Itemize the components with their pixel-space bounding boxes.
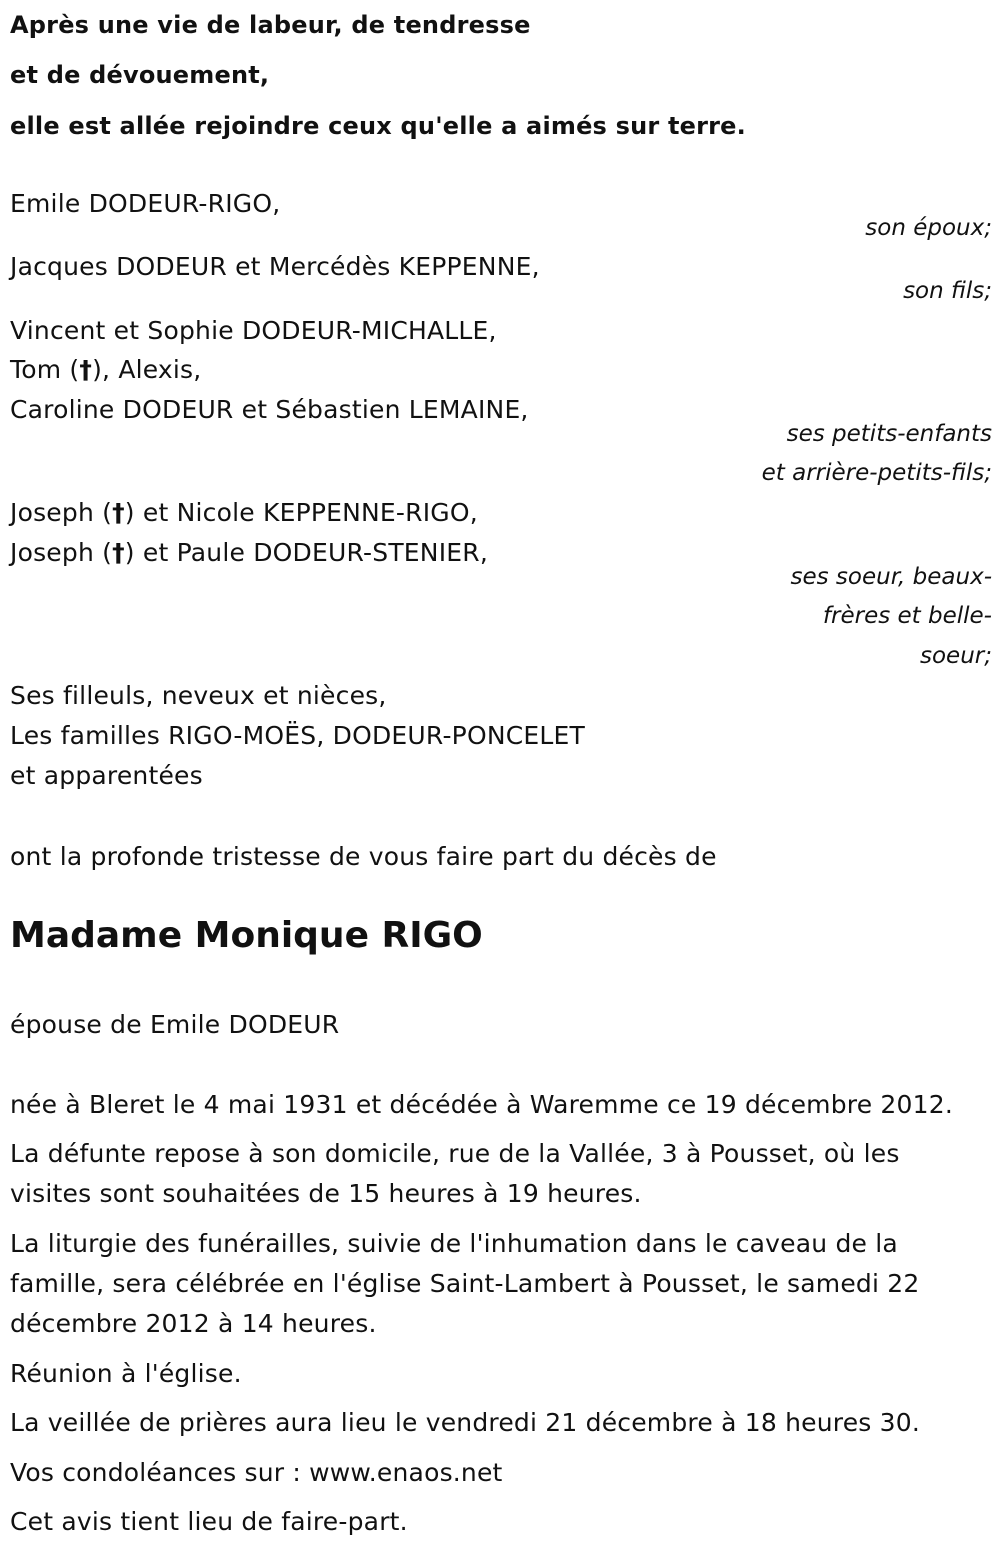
condolences-text: Vos condoléances sur : www.enaos.net	[10, 1458, 503, 1487]
siblings-line-1	[10, 498, 478, 528]
siblings-role-line-1: ses soeur, beaux-	[790, 564, 992, 590]
others-line-3: et apparentées	[10, 761, 203, 790]
grandchildren-line-1: Vincent et Sophie DODEUR-MICHALLE,	[10, 316, 497, 345]
siblings-line-2-end: ) et Paule DODEUR-STENIER,	[124, 538, 488, 567]
grandchildren-line-2-start: Tom (	[10, 355, 80, 384]
siblings-role-line-2: frères et belle-	[822, 603, 992, 629]
grandchildren-role-line-2: et arrière-petits-fils;	[761, 460, 992, 486]
grandchildren-line-2	[10, 355, 201, 385]
cross-icon: †	[112, 538, 125, 567]
siblings-role-line-3: soeur;	[920, 643, 992, 669]
birth-death-text: née à Bleret le 4 mai 1931 et décédée à Waremme ce 19 décembre 2012.	[10, 1090, 954, 1119]
intro-line-3: elle est allée rejoindre ceux qu'elle a aimés sur terre.	[10, 112, 746, 140]
intro-line-1: Après une vie de labeur, de tendresse	[10, 11, 531, 39]
grandchildren-line-3: Caroline DODEUR et Sébastien LEMAINE,	[10, 395, 529, 424]
deceased-name: Madame Monique RIGO	[10, 915, 483, 956]
funeral-text: La liturgie des funérailles, suivie de l'inhumation dans le caveau de la famille, sera célébrée en l'église Saint-Lambert à Pousset, le samedi 22 décembre 2012 à 14 heures.	[10, 1229, 920, 1338]
others-line-2: Les familles RIGO-MOËS, DODEUR-PONCELET	[10, 721, 585, 750]
grandchildren-line-2-end: ), Alexis,	[92, 355, 202, 384]
announcement-text: ont la profonde tristesse de vous faire part du décès de	[10, 842, 717, 871]
cross-icon: †	[112, 498, 125, 527]
family-spouse-name: Emile DODEUR-RIGO,	[10, 189, 281, 218]
obituary-notice	[10, 0, 992, 1557]
meeting-text: Réunion à l'église.	[10, 1359, 242, 1388]
siblings-line-1-end: ) et Nicole KEPPENNE-RIGO,	[124, 498, 478, 527]
notice-text: Cet avis tient lieu de faire-part.	[10, 1507, 408, 1536]
siblings-line-2	[10, 538, 488, 568]
deceased-spouse-of: épouse de Emile DODEUR	[10, 1010, 340, 1039]
others-line-1: Ses filleuls, neveux et nièces,	[10, 681, 387, 710]
family-son-name: Jacques DODEUR et Mercédès KEPPENNE,	[10, 252, 540, 281]
family-spouse-role: son époux;	[865, 215, 992, 241]
repose-text: La défunte repose à son domicile, rue de la Vallée, 3 à Pousset, où les visites sont souhaitées de 15 heures à 19 heures.	[10, 1139, 900, 1208]
family-son-role: son fils;	[903, 278, 992, 304]
intro-line-2: et de dévouement,	[10, 61, 270, 89]
siblings-line-2-start: Joseph (	[10, 538, 113, 567]
siblings-line-1-start: Joseph (	[10, 498, 113, 527]
grandchildren-role-line-1: ses petits-enfants	[786, 421, 992, 447]
cross-icon: †	[79, 355, 93, 384]
vigil-text: La veillée de prières aura lieu le vendredi 21 décembre à 18 heures 30.	[10, 1408, 921, 1437]
